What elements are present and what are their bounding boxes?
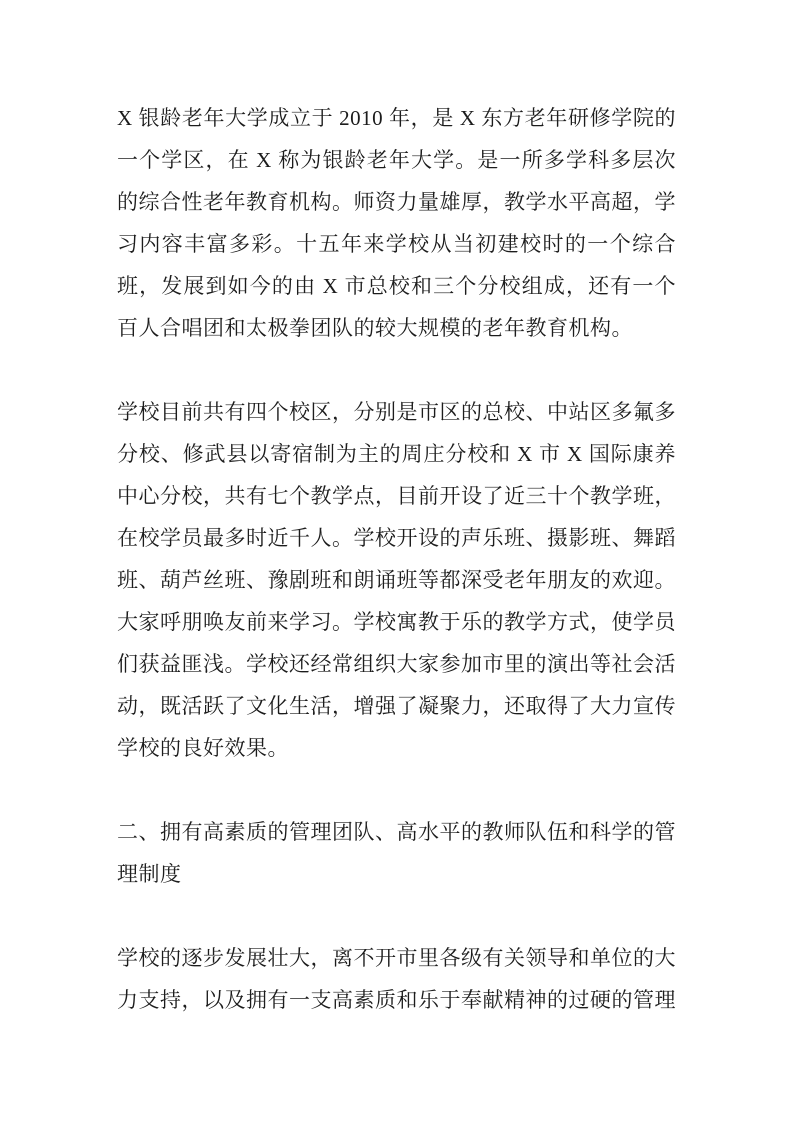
section-heading: 二、拥有高素质的管理团队、高水平的教师队伍和科学的管理制度 bbox=[117, 820, 676, 886]
paragraph-intro: X 银龄老年大学成立于 2010 年，是 X 东方老年研修学院的一个学区，在 X 称为银龄老年大学。是一所多学科多层次的综合性老年教育机构。师资力量雄厚，教学水平高超，学习内容丰富多彩。十五年来学校从当初建校时的一个综合班，发展到如今的由 X 市总校和三个分校组成，还有一个百人合唱团和太极拳团队的较大规模的老年教育机构。 bbox=[117, 106, 676, 340]
paragraph-campuses: 学校目前共有四个校区，分别是市区的总校、中站区多氟多分校、修武县以寄宿制为主的周庄分校和 X 市 X 国际康养中心分校，共有七个教学点，目前开设了近三十个教学班，在校学员最多时近千人。学校开设的声乐班、摄影班、舞蹈班、葫芦丝班、豫剧班和朗诵班等都深受老年朋友的欢迎。大家呼朋唤友前来学习。学校寓教于乐的教学方式，使学员们获益匪浅。学校还经常组织大家参加市里的演出等社会活动，既活跃了文化生活，增强了凝聚力，还取得了大力宣传学校的良好效果。 bbox=[117, 400, 676, 760]
document-body bbox=[117, 97, 676, 1021]
paragraph-management: 学校的逐步发展壮大，离不开市里各级有关领导和单位的大力支持，以及拥有一支高素质和乐于奉献精神的过硬的管理 bbox=[117, 946, 676, 1012]
